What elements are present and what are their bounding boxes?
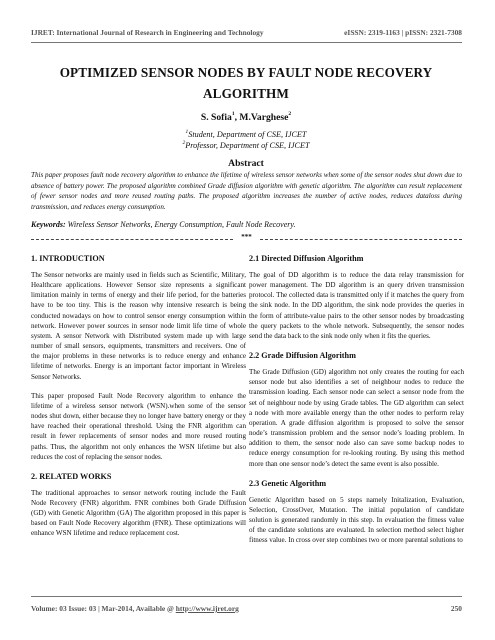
footer-volume — [31, 604, 239, 613]
keywords — [31, 220, 462, 229]
directed-diffusion-paragraph: The goal of DD algorithm is to reduce the data relay transmission for power management. The DD algorithm is an query driven transmission protocol. The collected data is transmitted only if it matches the query from the sink node. In the DD algorithm, the sink node provides the queries in the form of attribute-value pairs to the other sensor nodes by broadcasting the query packets to the whole network. Subsequently, the sensor nodes send the data back to the sink node only when it fits the queries. — [249, 271, 464, 340]
keywords-text: Wireless Sensor Networks, Energy Consumption, Fault Node Recovery. — [65, 220, 296, 229]
footer-volume-text: Volume: 03 Issue: 03 | Mar-2014, Available @ — [31, 604, 176, 613]
header-rule — [31, 42, 462, 43]
affiliation-1-sup: 1 — [185, 129, 189, 135]
divider-mark: *** — [241, 233, 252, 241]
author-1: S. Sofia — [200, 112, 232, 123]
page-number: 250 — [450, 604, 462, 613]
right-column — [249, 253, 464, 554]
grade-diffusion-paragraph: The Grade Diffusion (GD) algorithm not only creates the routing for each sensor node but also identifies a set of neighbour nodes to reduce the transmission loading. Each sensor node can select a sensor node from the set of neighbour node by using Grade tables. The GD algorithm can select a node with more available energy than the other nodes to perform relay operation. A grade diffusion algorithm is proposed to solve the sensor node’s transmission problem and the sensor node’s loading problem. In addition to them, the sensor node also can save some backup nodes to reduce energy consumption for re-looking routing. By using this method more than one sensor node’s detect the same event is also possible. — [249, 368, 464, 468]
author-separator: , — [234, 112, 240, 123]
authors — [30, 112, 462, 123]
journal-name: IJRET: International Journal of Research in Engineering and Technology — [31, 28, 264, 37]
section-divider — [31, 234, 462, 244]
author-2-sup: 2 — [288, 111, 292, 117]
affiliation-2-sup: 2 — [182, 140, 186, 146]
related-works-paragraph: The traditional approaches to sensor network routing include the Fault Node Recovery (FNR) algorithm. FNR combines both Grade Diffusion (GD) with Genetic Algorithm (GA) The algorithm proposed in this paper is based on Fault Node Recovery algorithm (FNR). These optimizations will enhance WSN lifetime and reduce replacement cost. — [31, 488, 246, 538]
genetic-algorithm-heading: 2.3 Genetic Algorithm — [249, 478, 327, 488]
affiliation-1-text: Student, Department of CSE, IJCET — [188, 130, 307, 139]
affiliation-2 — [30, 141, 462, 150]
keywords-label: Keywords: — [31, 220, 66, 229]
paper-title — [30, 62, 462, 104]
introduction-paragraph-2: This paper proposed Fault Node Recovery algorithm to enhance the lifetime of a wireless sensor network (WSN).when some of the sensor nodes shut down, either because they no longer have battery energy or they have reached their operational threshold. Using the FNR algorithm can result in fewer replacements of sensor nodes and more reused routing paths. Thus, the algorithm not only enhances the WSN lifetime but also reduces the cost of replacing the sensor nodes. — [31, 391, 246, 461]
author-1-sup: 1 — [231, 111, 235, 117]
title-line-2: ALGORITHM — [203, 86, 289, 101]
introduction-heading: 1. INTRODUCTION — [31, 254, 105, 263]
affiliation-2-text: Professor, Department of CSE, IJCET — [185, 141, 310, 150]
left-column — [31, 253, 246, 548]
running-header — [31, 28, 462, 37]
genetic-algorithm-paragraph: Genetic Algorithm based on 5 steps namely Initalization, Evaluation, Selection, CrossOver, Mutation. The initial population of candidate solution is generated randomly in this step. In evaluation the fitness value of the candidate solutions are evaluated. In selection method select higher fitness value. In cross over step combines two or more parental solutions to — [249, 495, 464, 545]
title-line-1: OPTIMIZED SENSOR NODES BY FAULT NODE RECOVERY — [59, 65, 433, 80]
author-2: M.Varghese — [239, 112, 289, 123]
footer-rule — [31, 596, 462, 597]
abstract-heading: Abstract — [228, 158, 264, 169]
journal-url-link[interactable]: http://www.ijret.org — [175, 604, 239, 613]
introduction-paragraph-1: The Sensor networks are mainly used in fields such as Scientific, Military, Healthcare applications. However Sensor size represents a significant limitation mainly in terms of energy and their life period, for the batteries have to be too tiny. This is the reason why intensive research is being conducted nowadays on how to control sensor energy consumption within network. However power sources in sensor node limit life time of whole system. A sensor Network with Distributed system made up with large number of small sensors, equipments, transmitters and receivers. One of the major problems in these networks is to reduce energy and enhance lifetime of networks. Energy is an important factor important in Wireless Sensor Networks. — [31, 271, 246, 381]
affiliation-1 — [30, 130, 462, 139]
grade-diffusion-heading: 2.2 Grade Diffusion Algorithm — [249, 351, 356, 361]
abstract-text: This paper proposes fault node recovery algorithm to enhance the lifetime of wireless sensor networks when some of the sensor nodes shut down due to absence of battery power. The proposed algorithm combined Grade diffusion algorithm with genetic algorithm. The algorithm can result replacement of fewer sensor nodes and more reused routing paths. The proposed algorithm increases the number of active nodes, reduces dataloss during transmission, and reduces energy consumption. — [31, 171, 462, 211]
issn: eISSN: 2319-1163 | pISSN: 2321-7308 — [344, 28, 462, 37]
related-works-heading: 2. RELATED WORKS — [31, 471, 112, 481]
running-footer — [31, 604, 462, 613]
divider-line-right — [260, 239, 462, 240]
directed-diffusion-heading: 2.1 Directed Diffusion Algorithm — [249, 254, 364, 263]
